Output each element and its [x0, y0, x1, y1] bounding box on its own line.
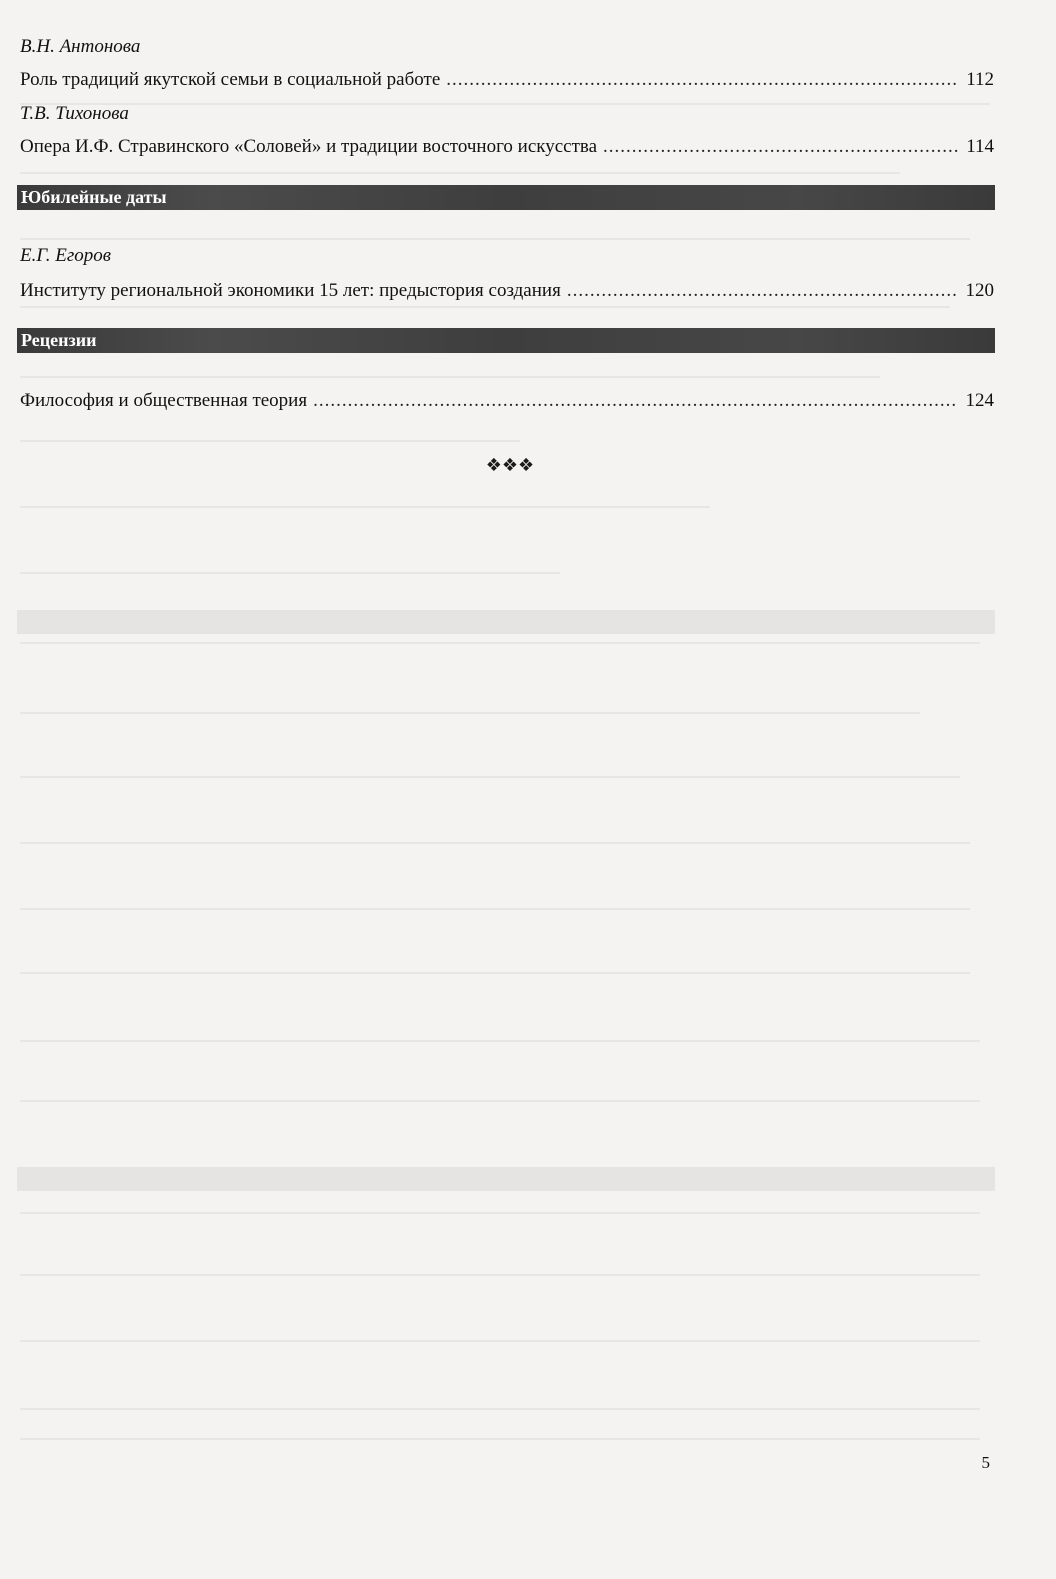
entry-page-number: 112: [966, 69, 994, 90]
entry-title: Роль традиций якутской семьи в социальной работе: [20, 69, 441, 90]
section-heading-reviews: Рецензии: [17, 328, 995, 353]
entry-page-number: 114: [966, 136, 994, 157]
leader-dots: [313, 389, 958, 413]
toc-entry: [20, 135, 994, 159]
toc-entry: [20, 68, 994, 92]
section-heading-anniversaries: Юбилейные даты: [17, 185, 995, 210]
page-number: 5: [981, 1453, 990, 1472]
entry-title: Институту региональной экономики 15 лет: предыстория создания: [20, 280, 561, 301]
entry-page-number: 120: [965, 280, 994, 301]
ornament-divider: ❖❖❖: [485, 455, 535, 476]
toc-entry: [20, 389, 994, 413]
leader-dots: [446, 68, 958, 92]
entry-page-number: 124: [965, 390, 994, 411]
leader-dots: [603, 135, 958, 159]
entry-title: Философия и общественная теория: [20, 390, 308, 411]
leader-dots: [567, 279, 958, 303]
entry-author: В.Н. Антонова: [20, 36, 141, 57]
entry-author: Е.Г. Егоров: [20, 245, 112, 266]
entry-author: Т.В. Тихонова: [20, 103, 129, 124]
entry-title: Опера И.Ф. Стравинского «Соловей» и традиции восточного искусства: [20, 136, 598, 157]
toc-entry: [20, 279, 994, 303]
